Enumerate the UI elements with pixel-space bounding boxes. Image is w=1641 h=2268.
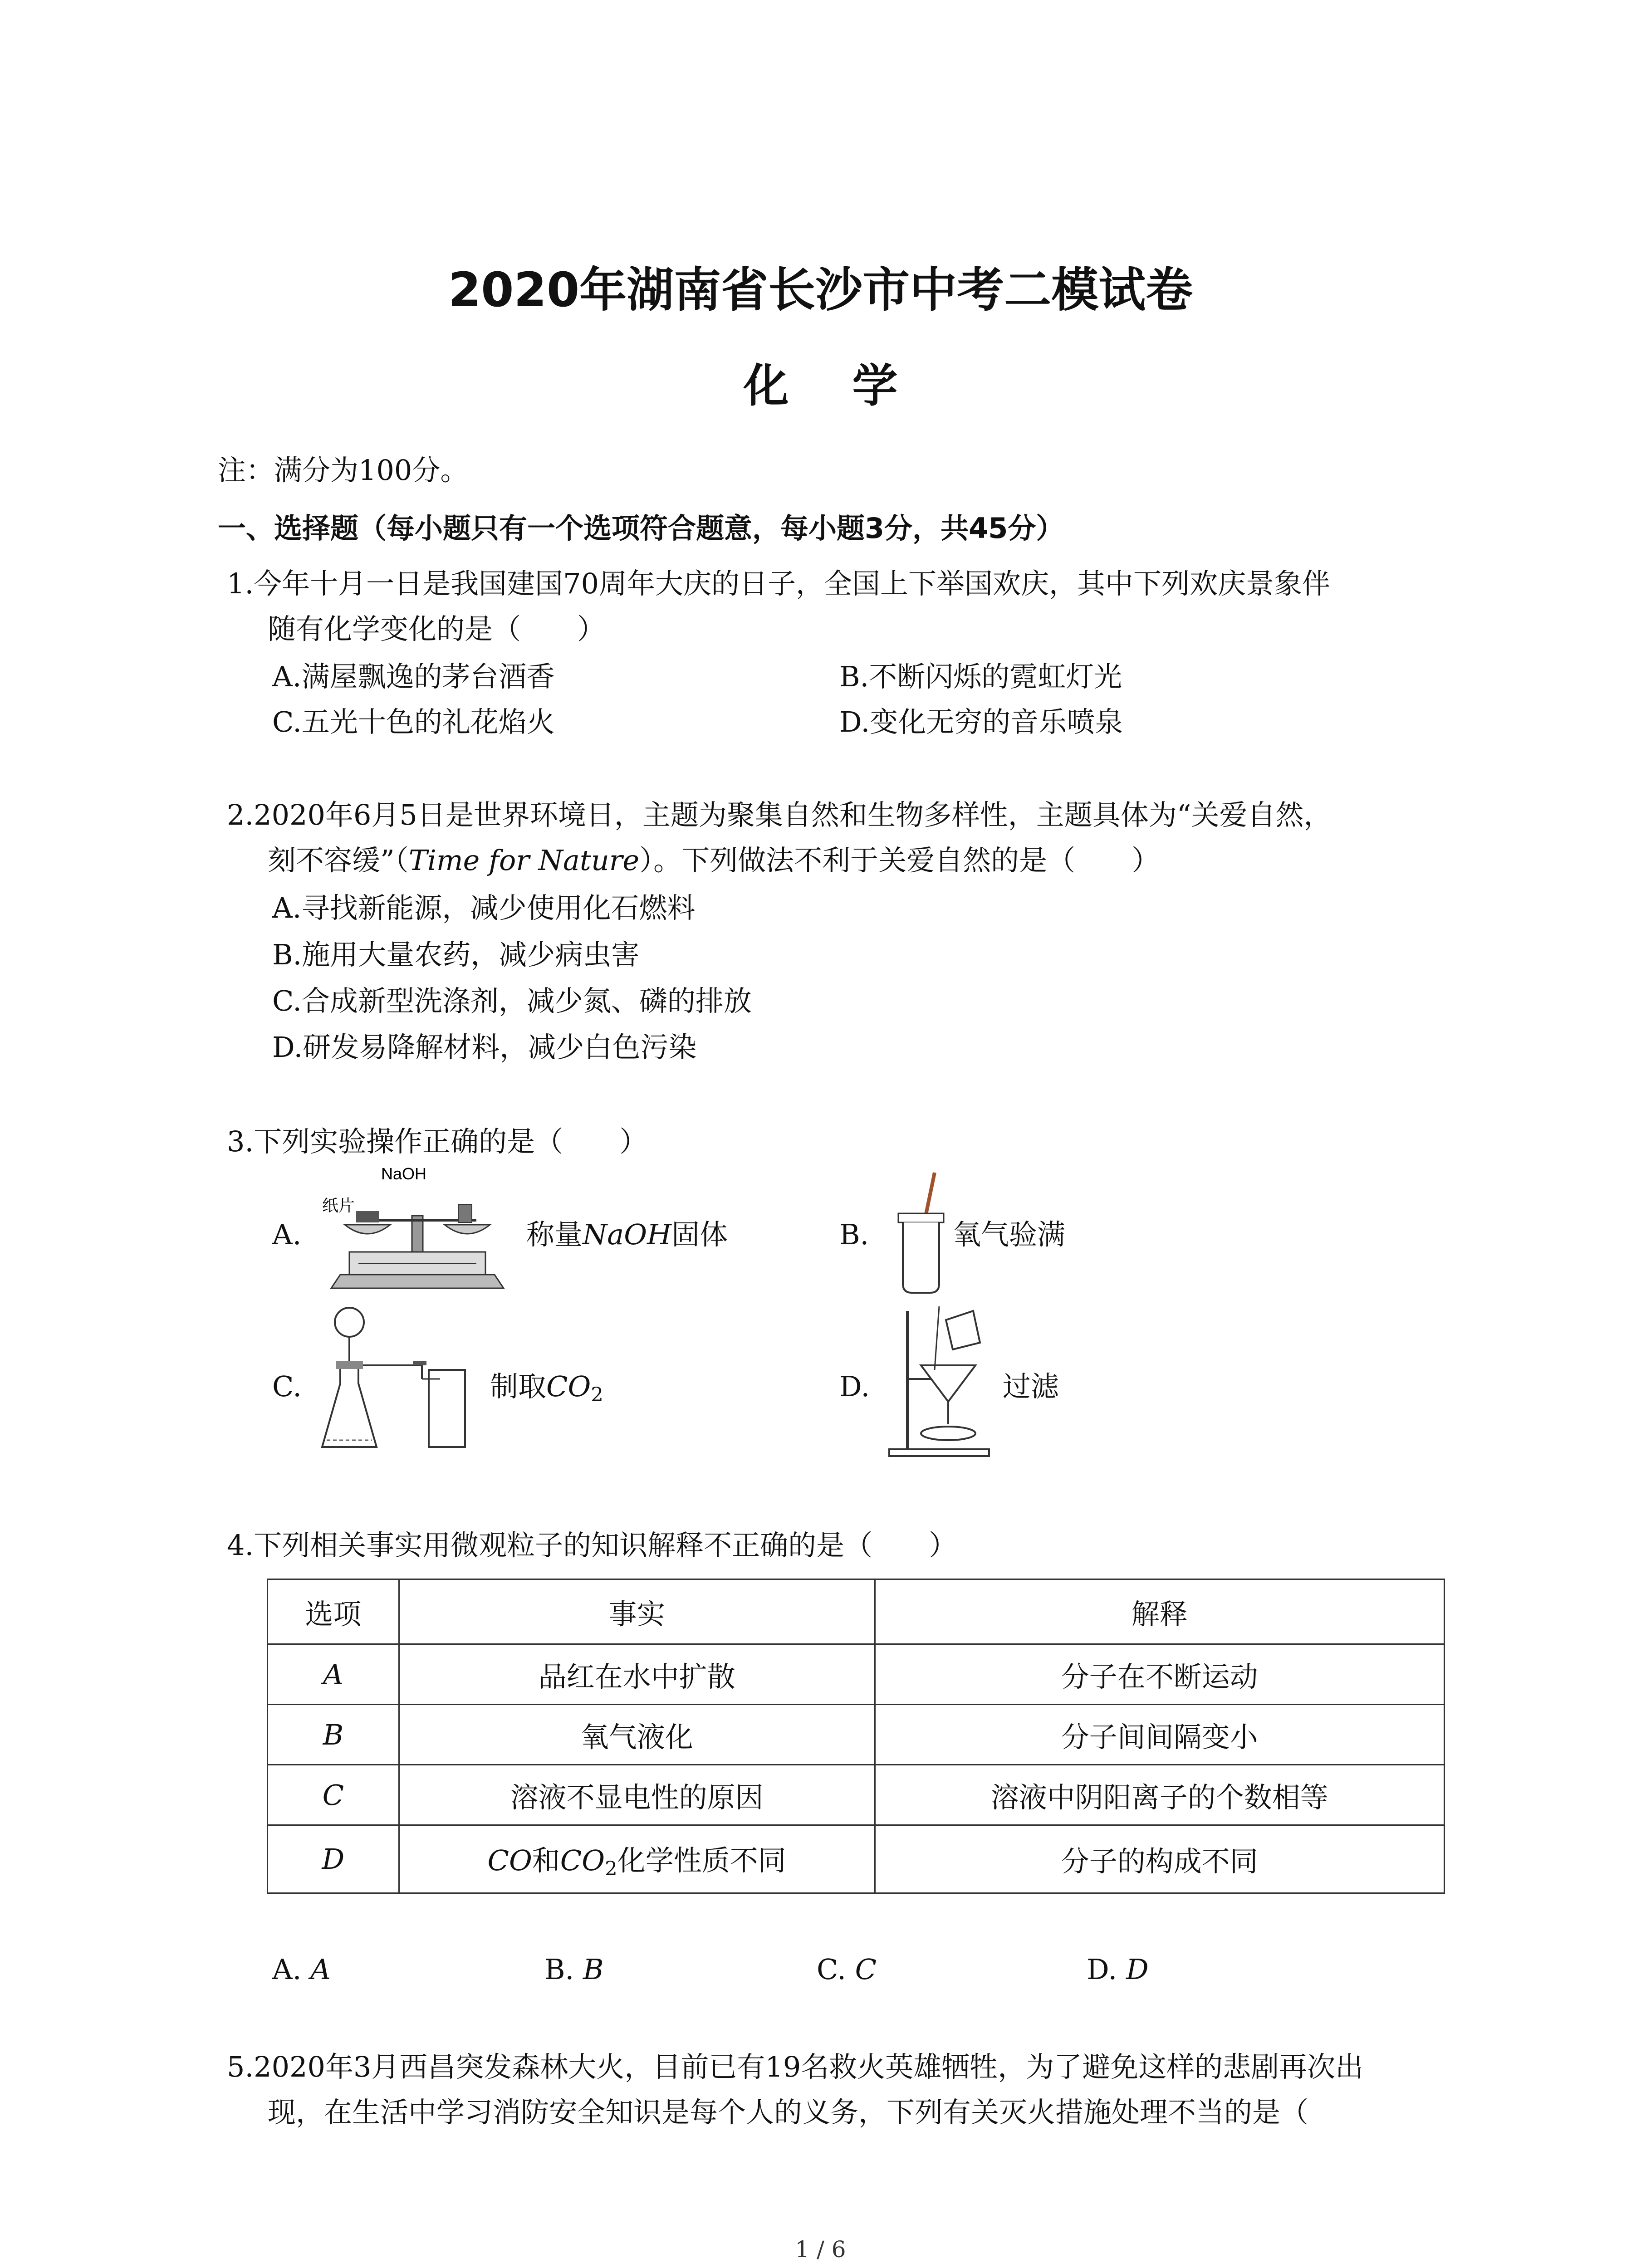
table-header-row	[268, 1579, 1445, 1644]
table-row	[268, 1825, 1445, 1893]
q2-stem-line1: 2.2020年6月5日是世界环境日，主题为聚集自然和生物多样性，主题具体为“关爱自然，	[227, 798, 1332, 831]
q1-option-c: C.五光十色的礼花焰火	[272, 705, 555, 738]
row-fact: CO和$CO_2$化学性质不同	[399, 1825, 875, 1893]
q2-english-theme: Time for Nature	[408, 844, 640, 877]
q2-option-c: C.合成新型洗涤剂，减少氮、磷的排放	[272, 984, 752, 1017]
q1-stem-line2: 随有化学变化的是（ ）	[268, 612, 606, 645]
header-fact: 事实	[399, 1579, 875, 1644]
row-explanation: 分子的构成不同	[875, 1825, 1444, 1893]
q5-stem-line1: 5.2020年3月西昌突发森林大火，目前已有19名救火英雄牺牲，为了避免这样的悲剧再次出	[227, 2050, 1364, 2083]
score-note: 注：满分为100分。	[218, 454, 469, 487]
balance-figure	[313, 1161, 522, 1293]
q4-option-a: A. A	[272, 1953, 331, 1986]
q2-option-a: A.寻找新能源，减少使用化石燃料	[272, 891, 696, 924]
oxygen-test-figure	[889, 1170, 953, 1297]
q3-option-a-label: A.	[272, 1218, 302, 1251]
row-fact: 溶液不显电性的原因	[399, 1765, 875, 1825]
subject-title: 化学	[743, 359, 961, 412]
table-row	[268, 1644, 1445, 1705]
q2-stem-line2: 刻不容缓”（Time for Nature）。下列做法不利于关爱自然的是（ ）	[268, 844, 1160, 877]
q3-option-b-label: B.	[839, 1218, 869, 1251]
row-explanation: 溶液中阴阳离子的个数相等	[875, 1765, 1444, 1825]
section-heading: 一、选择题（每小题只有一个选项符合题意，每小题3分，共45分）	[218, 512, 1064, 545]
q2-option-b: B.施用大量农药，减少病虫害	[272, 938, 640, 971]
q3-stem: 3.下列实验操作正确的是（ ）	[227, 1125, 648, 1158]
q1-option-a: A.满屋飘逸的茅台酒香	[272, 660, 555, 693]
table-row	[268, 1765, 1445, 1825]
header-option: 选项	[268, 1579, 399, 1644]
filtration-figure	[880, 1297, 998, 1461]
row-option: C	[268, 1765, 399, 1825]
q3-option-c-label: C.	[272, 1370, 302, 1403]
q4-option-d: D. D	[1087, 1953, 1149, 1986]
row-explanation: 分子间间隔变小	[875, 1705, 1444, 1765]
q3-option-d-label: D.	[839, 1370, 870, 1403]
q3-option-a-text: 称量NaOH固体	[526, 1218, 728, 1251]
row-option: A	[268, 1644, 399, 1705]
q1-stem-line1: 1.今年十月一日是我国建国70周年大庆的日子，全国上下举国欢庆，其中下列欢庆景象伴	[227, 567, 1331, 600]
q4-option-c: C. C	[817, 1953, 877, 1986]
balance-paper-label: 纸片	[322, 1196, 355, 1215]
q4-stem: 4.下列相关事实用微观粒子的知识解释不正确的是（ ）	[227, 1529, 957, 1562]
co2-formula: CO	[546, 1370, 591, 1403]
page-number: 1 / 6	[795, 2236, 846, 2263]
table-row	[268, 1705, 1445, 1765]
header-explanation: 解释	[875, 1579, 1444, 1644]
row-option: B	[268, 1705, 399, 1765]
exam-title: 2020年湖南省长沙市中考二模试卷	[448, 262, 1193, 318]
q3-option-b-text: 氧气验满	[953, 1218, 1066, 1251]
q3-option-c-text: 制取$CO_2$	[490, 1370, 603, 1406]
row-explanation: 分子在不断运动	[875, 1644, 1444, 1705]
q3-option-d-text: 过滤	[1003, 1370, 1059, 1403]
q5-stem-line2: 现，在生活中学习消防安全知识是每个人的义务，下列有关灭火措施处理不当的是（	[268, 2096, 1309, 2129]
q4-option-b: B. B	[544, 1953, 604, 1986]
co2-apparatus-figure	[318, 1297, 481, 1461]
naoh-formula: NaOH	[583, 1218, 672, 1251]
q2-option-d: D.研发易降解材料，减少白色污染	[272, 1031, 697, 1064]
q1-option-d: D.变化无穷的音乐喷泉	[839, 705, 1123, 738]
q4-table	[267, 1579, 1445, 1894]
q1-option-b: B.不断闪烁的霓虹灯光	[839, 660, 1122, 693]
row-fact: 品红在水中扩散	[399, 1644, 875, 1705]
row-option: D	[268, 1825, 399, 1893]
balance-naoh-label: NaOH	[381, 1164, 427, 1183]
row-fact: 氧气液化	[399, 1705, 875, 1765]
